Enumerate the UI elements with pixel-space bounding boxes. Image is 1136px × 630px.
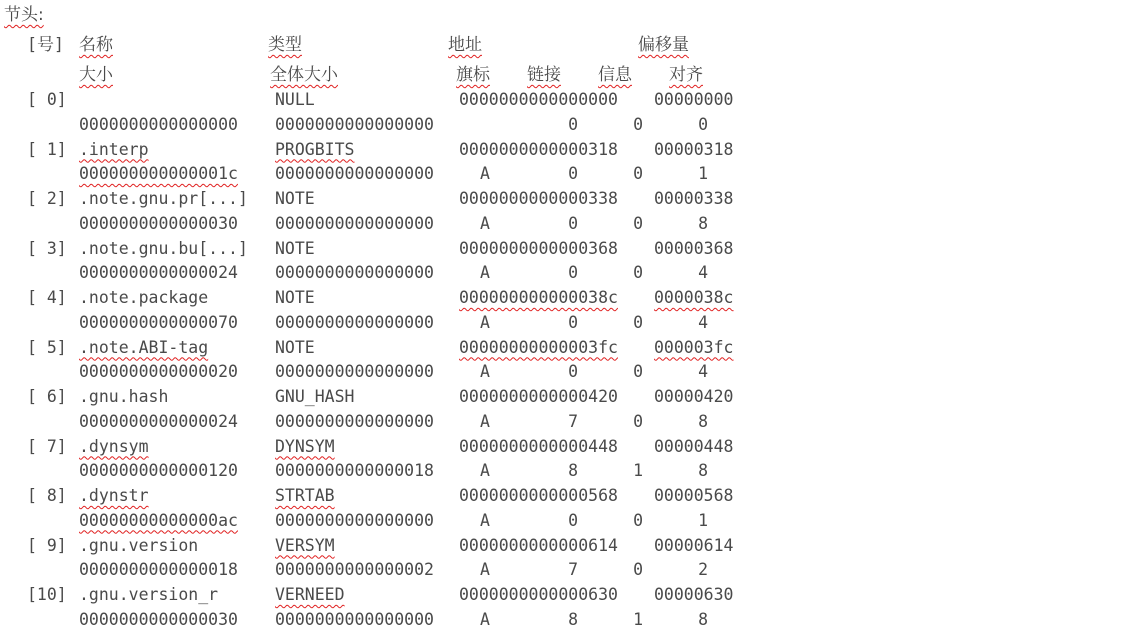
section-link: 0 [568, 164, 578, 183]
section-addr: 0000000000000630 [459, 585, 618, 604]
header-addr: 地址 [448, 35, 482, 55]
section-num: [ 0] [27, 90, 67, 109]
section-flags: A [480, 312, 490, 332]
section-addr: 00000000000003fc [459, 337, 618, 357]
section-size: 0000000000000030 [79, 213, 238, 233]
section-type: VERSYM [275, 535, 335, 555]
section-align: 0 [698, 114, 708, 134]
section-num: [ 8] [27, 486, 67, 505]
section-info: 1 [633, 609, 643, 629]
section-entsize: 0000000000000018 [275, 461, 434, 480]
section-offset: 00000568 [654, 486, 734, 505]
section-type: NOTE [275, 288, 315, 307]
section-num: [ 2] [27, 189, 67, 208]
section-addr: 000000000000038c [459, 288, 618, 307]
section-info: 0 [633, 411, 643, 431]
section-offset: 00000000 [654, 90, 734, 109]
section-type: NULL [275, 90, 315, 109]
section-entsize: 0000000000000000 [275, 510, 434, 530]
section-info: 0 [633, 213, 643, 233]
section-addr: 0000000000000338 [459, 189, 618, 208]
section-align: 8 [698, 213, 708, 233]
section-addr: 0000000000000614 [459, 535, 618, 555]
header-type: 类型 [268, 35, 302, 55]
section-type: PROGBITS [275, 139, 355, 159]
section-num: [ 4] [27, 288, 67, 307]
section-align: 8 [698, 461, 708, 480]
section-type: GNU_HASH [275, 387, 355, 406]
section-flags: A [480, 263, 490, 282]
section-entsize: 0000000000000000 [275, 312, 434, 332]
section-info: 1 [633, 461, 643, 480]
section-size: 0000000000000018 [79, 560, 238, 579]
section-link: 8 [568, 609, 578, 629]
section-type: NOTE [275, 189, 315, 208]
section-link: 7 [568, 560, 578, 579]
section-link: 0 [568, 510, 578, 530]
section-link: 0 [568, 114, 578, 134]
section-offset: 0000038c [654, 288, 734, 307]
section-size: 0000000000000030 [79, 609, 238, 629]
section-align: 8 [698, 411, 708, 431]
header-info: 信息 [598, 65, 632, 85]
header-offset: 偏移量 [638, 35, 689, 55]
section-flags: A [480, 411, 490, 431]
header-flags: 旗标 [456, 65, 490, 85]
section-size: 000000000000001c [79, 164, 238, 183]
section-num: [ 7] [27, 436, 67, 456]
section-align: 4 [698, 263, 708, 282]
header-align: 对齐 [669, 65, 703, 85]
section-size: 0000000000000024 [79, 411, 238, 431]
section-flags: A [480, 362, 490, 381]
section-size: 0000000000000070 [79, 312, 238, 332]
section-flags: A [480, 164, 490, 183]
section-type: NOTE [275, 238, 315, 258]
section-addr: 0000000000000368 [459, 238, 618, 258]
section-link: 8 [568, 461, 578, 480]
section-link: 0 [568, 213, 578, 233]
section-size: 0000000000000120 [79, 461, 238, 480]
section-info: 0 [633, 263, 643, 282]
section-entsize: 0000000000000000 [275, 411, 434, 431]
section-align: 1 [698, 510, 708, 530]
section-size: 0000000000000024 [79, 263, 238, 282]
section-offset: 00000630 [654, 585, 734, 604]
section-align: 1 [698, 164, 708, 183]
section-type: STRTAB [275, 486, 335, 505]
section-info: 0 [633, 362, 643, 381]
section-entsize: 0000000000000000 [275, 114, 434, 134]
section-info: 0 [633, 164, 643, 183]
section-type: DYNSYM [275, 436, 335, 456]
header-entsize: 全体大小 [270, 65, 338, 85]
section-offset: 00000448 [654, 436, 734, 456]
section-addr: 0000000000000318 [459, 139, 618, 159]
section-link: 0 [568, 263, 578, 282]
section-info: 0 [633, 312, 643, 332]
section-info: 0 [633, 560, 643, 579]
section-num: [ 6] [27, 387, 67, 406]
section-name: .note.gnu.bu[...] [79, 238, 248, 258]
section-name: .note.gnu.pr[...] [79, 189, 248, 208]
section-num: [ 3] [27, 238, 67, 258]
section-addr: 0000000000000420 [459, 387, 618, 406]
header-link: 链接 [527, 65, 561, 85]
section-addr: 0000000000000448 [459, 436, 618, 456]
section-flags: A [480, 213, 490, 233]
section-offset: 00000318 [654, 139, 734, 159]
section-num: [10] [27, 585, 67, 604]
section-name: .gnu.version [79, 535, 199, 555]
section-info: 0 [633, 510, 643, 530]
section-entsize: 0000000000000000 [275, 213, 434, 233]
section-offset: 000003fc [654, 337, 734, 357]
section-info: 0 [633, 114, 643, 134]
section-name: .note.package [79, 288, 209, 307]
title: 节头: [4, 5, 44, 25]
section-link: 7 [568, 411, 578, 431]
section-entsize: 0000000000000000 [275, 164, 434, 183]
section-name: .gnu.version_r [79, 585, 219, 604]
section-type: VERNEED [275, 585, 345, 604]
section-name: .gnu.hash [79, 387, 169, 406]
section-offset: 00000368 [654, 238, 734, 258]
section-addr: 0000000000000000 [459, 90, 618, 109]
header-num: [号] [27, 35, 64, 55]
section-align: 8 [698, 609, 708, 629]
section-entsize: 0000000000000000 [275, 609, 434, 629]
header-name: 名称 [79, 35, 113, 55]
header-num-label: 号 [36, 35, 54, 55]
section-entsize: 0000000000000002 [275, 560, 434, 579]
section-size: 0000000000000020 [79, 362, 238, 381]
section-link: 0 [568, 312, 578, 332]
section-type: NOTE [275, 337, 315, 357]
section-flags: A [480, 560, 490, 579]
section-num: [ 5] [27, 337, 67, 357]
header-size: 大小 [79, 65, 113, 85]
section-size: 00000000000000ac [79, 510, 238, 530]
section-num: [ 1] [27, 139, 67, 159]
section-name: .dynsym [79, 436, 149, 456]
section-offset: 00000420 [654, 387, 734, 406]
section-addr: 0000000000000568 [459, 486, 618, 505]
section-entsize: 0000000000000000 [275, 263, 434, 282]
section-flags: A [480, 510, 490, 530]
section-num: [ 9] [27, 535, 67, 555]
section-name: .note.ABI-tag [79, 337, 209, 357]
section-link: 0 [568, 362, 578, 381]
section-flags: A [480, 461, 490, 480]
section-offset: 00000614 [654, 535, 734, 555]
section-name: .interp [79, 139, 149, 159]
section-entsize: 0000000000000000 [275, 362, 434, 381]
section-size: 0000000000000000 [79, 114, 238, 134]
section-align: 2 [698, 560, 708, 579]
section-align: 4 [698, 362, 708, 381]
section-flags: A [480, 609, 490, 629]
section-offset: 00000338 [654, 189, 734, 208]
section-align: 4 [698, 312, 708, 332]
section-name: .dynstr [79, 486, 149, 505]
